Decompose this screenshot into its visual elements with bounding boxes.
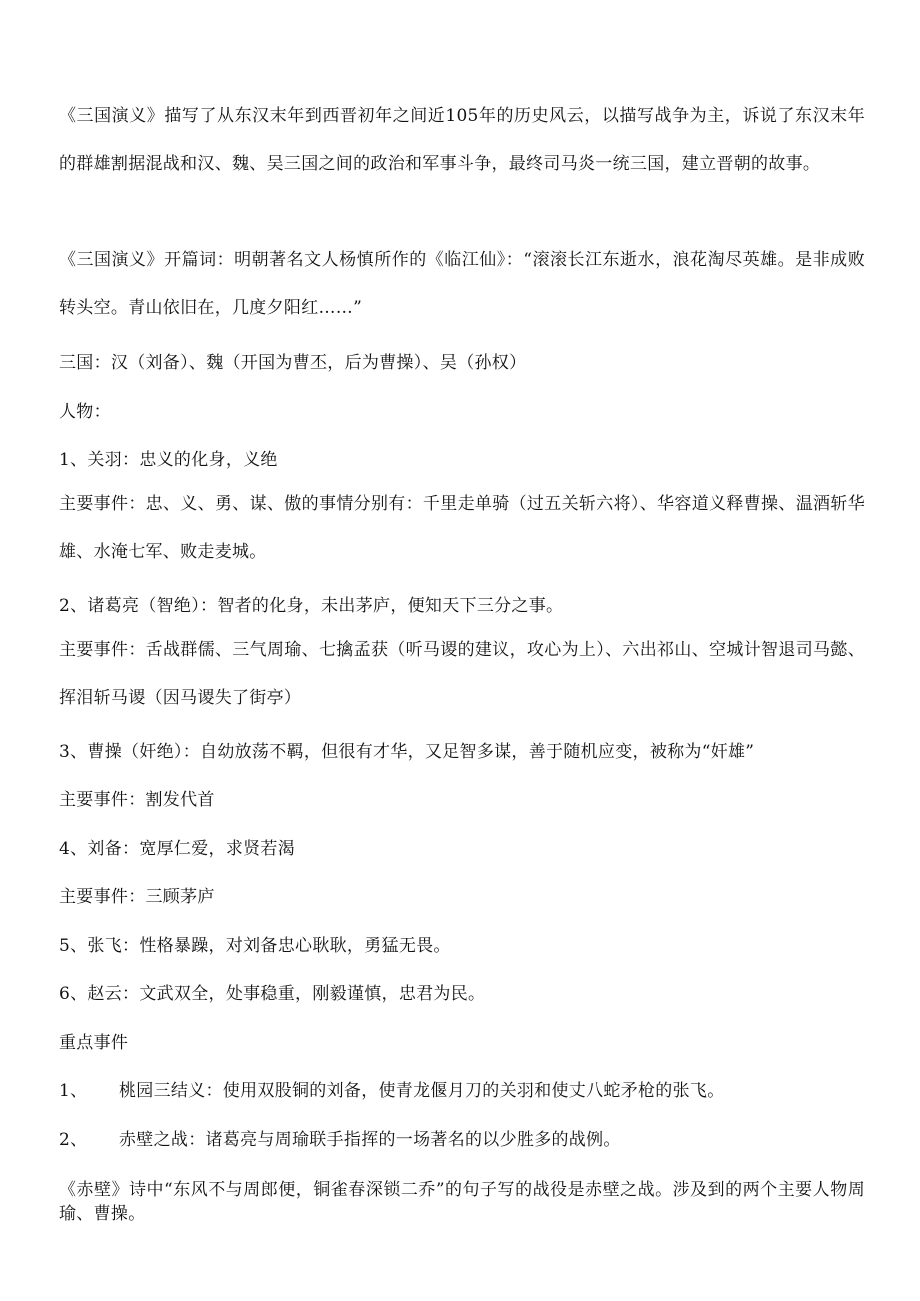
event-item-2: [59, 1125, 865, 1150]
liubei-line: 4、刘备：宽厚仁爱，求贤若渴: [59, 839, 296, 859]
zhuge-line: 2、诸葛亮（智绝）：智者的化身，未出茅庐，便知天下三分之事。: [59, 596, 564, 616]
event-item-1: [59, 1076, 865, 1101]
zhuge-events-paragraph: 主要事件：舌战群儒、三气周瑜、七擒孟获（听马谡的建议，攻心为上）、六出祁山、空城计智退司马懿、挥泪斩马谡（因马谡失了街亭）: [59, 640, 865, 708]
zhangfei-line: 5、张飞：性格暴躁，对刘备忠心耿耿，勇猛无畏。: [59, 936, 451, 956]
guanyu-events-paragraph: 主要事件：忠、义、勇、谋、傲的事情分别有：千里走单骑（过五关斩六将）、华容道义释曹操、温酒斩华雄、水淹七军、败走麦城。: [59, 494, 865, 562]
event-number: 1、: [59, 1081, 88, 1101]
caocao-line: 3、曹操（奸绝）：自幼放荡不羁，但很有才华，又足智多谋，善于随机应变，被称为“奸雄”: [59, 742, 755, 762]
intro-paragraph: 《三国演义》描写了从东汉末年到西晋初年之间近105年的历史风云，以描写战争为主，诉说了东汉末年的群雄割据混战和汉、魏、吴三国之间的政治和军事斗争，最终司马炎一统三国，建立晋朝的故事。: [59, 106, 865, 174]
liubei-events-line: 主要事件：三顾茅庐: [59, 887, 215, 907]
opening-poem-paragraph: 《三国演义》开篇词：明朝著名文人杨慎所作的《临江仙》：“滚滚长江东逝水，浪花淘尽英雄。是非成败转头空。青山依旧在，几度夕阳红……”: [59, 250, 865, 318]
events-heading: 重点事件: [59, 1033, 129, 1053]
event-number: 2、: [59, 1130, 88, 1150]
zhaoyun-line: 6、赵云：文武双全，处事稳重，刚毅谨慎，忠君为民。: [59, 984, 486, 1004]
event-text: 桃园三结义：使用双股铜的刘备，使青龙偃月刀的关羽和使丈八蛇矛枪的张飞。: [119, 1081, 725, 1101]
event-text: 赤壁之战：诸葛亮与周瑜联手指挥的一场著名的以少胜多的战例。: [119, 1130, 621, 1150]
chibi-poem-paragraph: 《赤壁》诗中“东风不与周郎便，铜雀春深锁二乔”的句子写的战役是赤壁之战。涉及到的两个主要人物周瑜、曹操。: [59, 1180, 865, 1224]
guanyu-line: 1、关羽：忠义的化身，义绝: [59, 450, 278, 470]
characters-heading: 人物：: [59, 402, 111, 422]
three-kingdoms-line: 三国：汉（刘备）、魏（开国为曹丕，后为曹操）、吴（孙权）: [59, 353, 527, 373]
caocao-events-line: 主要事件：割发代首: [59, 790, 215, 810]
